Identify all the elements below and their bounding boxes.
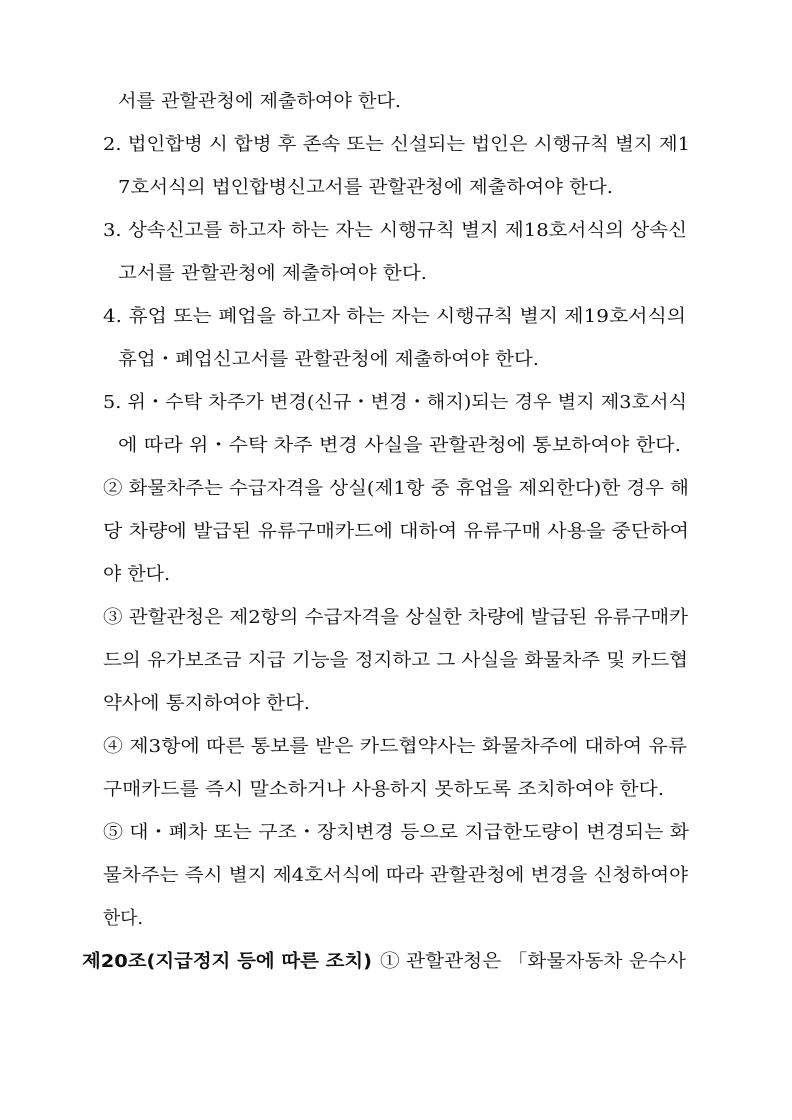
text-line: 물차주는 즉시 별지 제4호서식에 따라 관할관청에 변경을 신청하여야: [103, 865, 688, 886]
text-line: 2. 법인합병 시 합병 후 존속 또는 신설되는 법인은 시행규칙 별지 제1: [103, 134, 690, 155]
text-line: ③ 관할관청은 제2항의 수급자격을 상실한 차량에 발급된 유류구매카: [103, 607, 688, 628]
text-line: 3. 상속신고를 하고자 하는 자는 시행규칙 별지 제18호서식의 상속신: [103, 220, 687, 241]
text-line: 서를 관할관청에 제출하여야 한다.: [118, 91, 401, 112]
article-line: [0, 947, 792, 977]
text-line: ④ 제3항에 따른 통보를 받은 카드협약사는 화물차주에 대하여 유류: [103, 736, 687, 757]
text-line: 약사에 통지하여야 한다.: [103, 693, 310, 714]
text-line: 야 한다.: [103, 564, 170, 585]
text-line: 7호서식의 법인합병신고서를 관할관청에 제출하여야 한다.: [118, 177, 613, 198]
text-line: 고서를 관할관청에 제출하여야 한다.: [118, 263, 427, 284]
text-line: 휴업・폐업신고서를 관할관청에 제출하여야 한다.: [118, 349, 539, 370]
text-line: 구매카드를 즉시 말소하거나 사용하지 못하도록 조치하여야 한다.: [103, 779, 664, 800]
text-line: ② 화물차주는 수급자격을 상실(제1항 중 휴업을 제외한다)한 경우 해: [103, 478, 689, 499]
text-line: ⑤ 대・폐차 또는 구조・장치변경 등으로 지급한도량이 변경되는 화: [103, 822, 689, 843]
text-line: 에 따라 위・수탁 차주 변경 사실을 관할관청에 통보하여야 한다.: [118, 435, 681, 456]
text-line: 5. 위・수탁 차주가 변경(신규・변경・해지)되는 경우 별지 제3호서식: [103, 392, 687, 413]
text-line: 한다.: [103, 908, 143, 929]
text-line: 드의 유가보조금 지급 기능을 정지하고 그 사실을 화물차주 및 카드협: [103, 650, 688, 671]
article-text: ① 관할관청은 「화물자동차 운수사: [380, 951, 686, 972]
article-heading: 제20조(지급정지 등에 따른 조치): [82, 951, 372, 972]
text-line: 당 차량에 발급된 유류구매카드에 대하여 유류구매 사용을 중단하여: [103, 521, 689, 542]
text-line: 4. 휴업 또는 폐업을 하고자 하는 자는 시행규칙 별지 제19호서식의: [103, 306, 686, 327]
